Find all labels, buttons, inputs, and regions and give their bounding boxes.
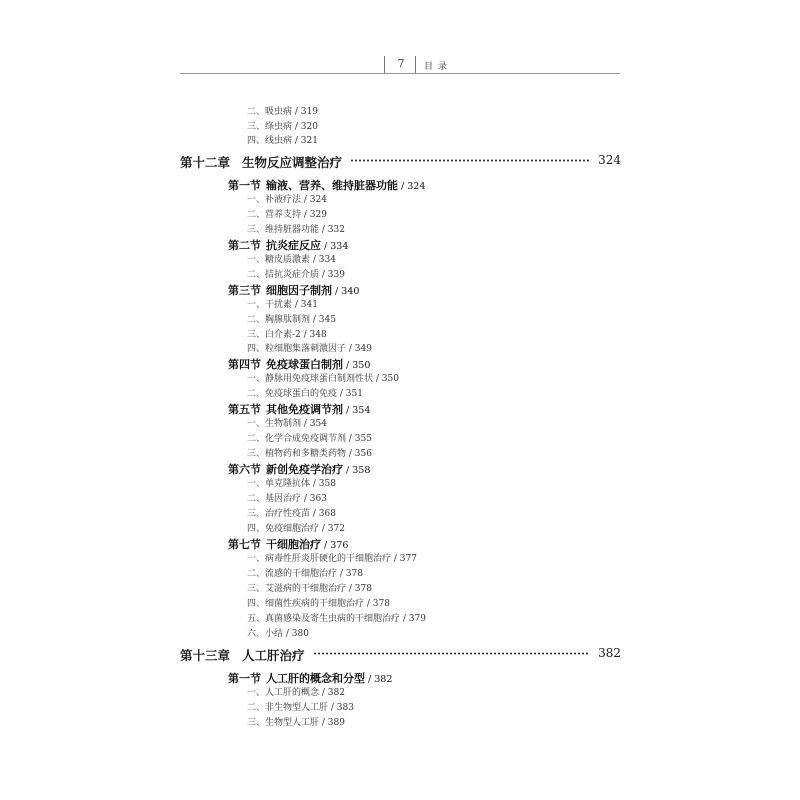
section-label: 第一节 (228, 179, 261, 192)
toc-item: 三、维持脏器功能 / 332 (247, 225, 345, 235)
section-page: 350 (352, 360, 371, 371)
toc-item: 四、细菌性疾病的干细胞治疗 / 378 (247, 599, 390, 609)
toc-item: 二、化学合成免疫调节剂 / 355 (247, 434, 372, 444)
toc-item: 四、免疫细胞治疗 / 372 (247, 524, 345, 534)
section-title: 抗炎症反应 (266, 239, 321, 252)
running-header (0, 52, 800, 76)
section-separator: / (365, 674, 375, 685)
toc-section (228, 177, 425, 193)
toc-section (228, 237, 348, 253)
toc-item: 一、单克隆抗体 / 358 (247, 479, 336, 489)
section-page: 382 (374, 674, 393, 685)
section-title: 干细胞治疗 (266, 538, 321, 551)
section-separator: / (332, 286, 342, 297)
toc-item: 四、粒细胞集落刺激因子 / 349 (247, 344, 372, 354)
toc-chapter (180, 646, 621, 662)
toc-item: 三、白介素-2 / 348 (247, 330, 327, 340)
page-number: 7 (397, 57, 405, 70)
section-page: 324 (407, 181, 426, 192)
toc-item: 一、静脉用免疫球蛋白制剂性状 / 350 (247, 374, 399, 384)
toc-item: 二、免疫球蛋白的免疫 / 351 (247, 389, 363, 399)
header-rule (180, 73, 620, 74)
section-title: 细胞因子制剂 (266, 284, 332, 297)
section-title: 其他免疫调节剂 (266, 403, 343, 416)
toc-item: 一、糖皮质激素 / 334 (247, 255, 336, 265)
chapter-title: 人工肝治疗 (242, 648, 305, 663)
section-page: 340 (341, 286, 360, 297)
toc-item: 四、线虫病 / 321 (247, 136, 318, 146)
leader-dots (350, 159, 590, 162)
toc-item: 一、生物制剂 / 354 (247, 419, 327, 429)
section-label: 第六节 (228, 463, 261, 476)
section-separator: / (321, 540, 331, 551)
toc-item: 一、干扰素 / 341 (247, 300, 318, 310)
toc-item: 二、基因治疗 / 363 (247, 494, 327, 504)
toc-item: 一、病毒性肝炎肝硬化的干细胞治疗 / 377 (247, 554, 417, 564)
chapter-page: 382 (598, 646, 621, 660)
section-label: 第一节 (228, 672, 261, 685)
section-page: 376 (330, 540, 349, 551)
header-title: 目录 (424, 62, 453, 72)
toc-item: 二、吸虫病 / 319 (247, 107, 318, 117)
chapter-page: 324 (598, 153, 621, 167)
section-title: 新创免疫学治疗 (266, 463, 343, 476)
toc-item: 二、拮抗炎症介质 / 339 (247, 270, 345, 280)
toc-item: 三、生物型人工肝 / 389 (247, 718, 345, 728)
toc-section (228, 356, 370, 372)
header-divider (384, 56, 385, 73)
toc-chapter (180, 153, 621, 169)
section-title: 输液、营养、维持脏器功能 (266, 179, 398, 192)
section-label: 第三节 (228, 284, 261, 297)
toc-item: 六、小结 / 380 (247, 629, 309, 639)
toc-item: 三、艾滋病的干细胞治疗 / 378 (247, 584, 372, 594)
section-page: 334 (330, 241, 349, 252)
chapter-label: 第十二章 (180, 155, 231, 170)
chapter-title: 生物反应调整治疗 (242, 155, 343, 170)
toc-item: 二、胸腺肽制剂 / 345 (247, 315, 336, 325)
section-separator: / (321, 241, 331, 252)
section-separator: / (398, 181, 408, 192)
section-separator: / (343, 465, 353, 476)
header-divider (415, 56, 416, 73)
section-label: 第七节 (228, 538, 261, 551)
toc-section (228, 282, 359, 298)
toc-item: 三、植物药和多糖类药物 / 356 (247, 449, 372, 459)
toc-item: 一、人工肝的概念 / 382 (247, 688, 345, 698)
section-title: 人工肝的概念和分型 (266, 672, 365, 685)
section-separator: / (343, 360, 353, 371)
section-page: 354 (352, 405, 371, 416)
toc-item: 三、治疗性疫苗 / 368 (247, 509, 336, 519)
toc-section (228, 401, 370, 417)
toc-item: 二、流感的干细胞治疗 / 378 (247, 569, 363, 579)
section-title: 免疫球蛋白制剂 (266, 358, 343, 371)
toc-section (228, 461, 370, 477)
chapter-label: 第十三章 (180, 648, 231, 663)
section-label: 第二节 (228, 239, 261, 252)
toc-item: 二、营养支持 / 329 (247, 210, 327, 220)
section-separator: / (343, 405, 353, 416)
section-label: 第四节 (228, 358, 261, 371)
toc-item: 二、非生物型人工肝 / 383 (247, 703, 354, 713)
toc-item: 一、补液疗法 / 324 (247, 195, 327, 205)
toc-section (228, 536, 348, 552)
leader-dots (313, 652, 590, 655)
section-page: 358 (352, 465, 371, 476)
section-label: 第五节 (228, 403, 261, 416)
toc-section (228, 670, 392, 686)
toc-item: 五、真菌感染及寄生虫病的干细胞治疗 / 379 (247, 614, 426, 624)
toc-item: 三、绦虫病 / 320 (247, 122, 318, 132)
